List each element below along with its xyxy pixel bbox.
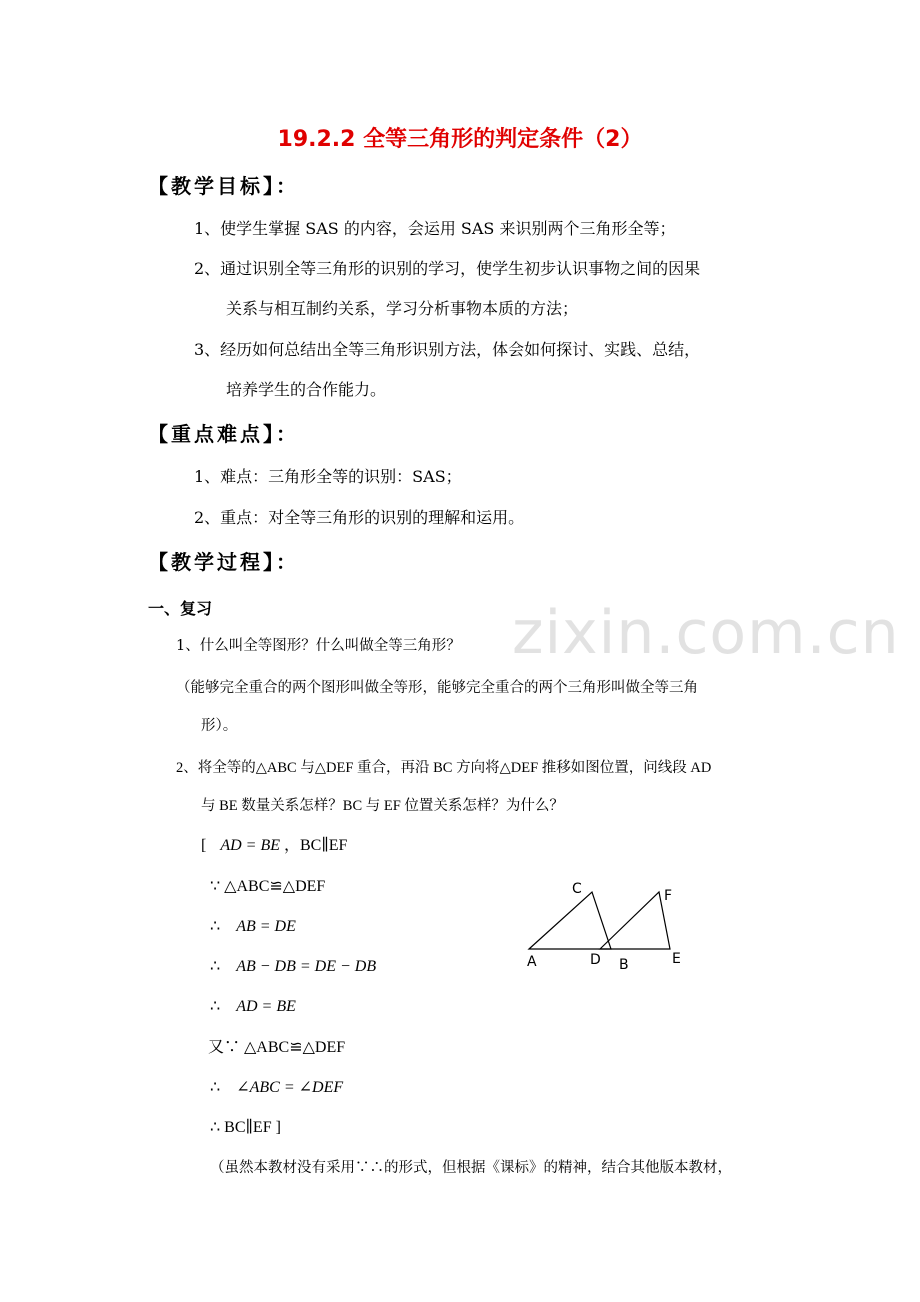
therefore-symbol: ∴ (210, 918, 221, 935)
process-heading: 【教学过程】： (148, 550, 299, 574)
note-line: （虽然本教材没有采用∵∴的形式，但根据《课标》的精神，结合其他版本教材， (210, 1160, 732, 1176)
page-title: 19.2.2 全等三角形的判定条件（2） (277, 127, 643, 152)
proof-line-1 (201, 836, 347, 856)
question-2-line1: 2、将全等的△ABC 与△DEF 重合，再沿 BC 方向将△DEF 推移如图位置，问线段 AD (176, 760, 712, 776)
proof-eq-4: AB − DB = DE − DB (236, 958, 377, 975)
therefore-symbol: ∴ (210, 1079, 221, 1096)
proof-line-4 (210, 957, 376, 977)
proof-eq-7: ∠ABC = ∠DEF (236, 1079, 344, 1096)
proof-line-2: ∵ △ABC≌△DEF (210, 878, 326, 895)
objective-1: 1、使学生掌握 SAS 的内容，会运用 SAS 来识别两个三角形全等； (194, 219, 676, 238)
review-heading: 一、复习 (148, 599, 213, 618)
proof-line-7 (210, 1078, 343, 1098)
proof-line-8: ∴ BC∥EF ] (210, 1119, 281, 1136)
question-2-line2: 与 BE 数量关系怎样？BC 与 EF 位置关系怎样？为什么？ (201, 798, 564, 814)
proof-line-5 (210, 997, 296, 1017)
objective-3-line2: 培养学生的合作能力。 (226, 380, 387, 399)
label-a: A (527, 954, 537, 970)
triangle-figure (520, 878, 700, 978)
therefore-symbol: ∴ (210, 998, 221, 1015)
label-f: F (664, 888, 673, 904)
keypoint-1: 1、难点：三角形全等的识别：SAS； (194, 467, 462, 486)
label-c: C (572, 881, 582, 897)
label-e: E (672, 951, 681, 967)
question-1: 1、什么叫全等图形？什么叫做全等三角形？ (176, 638, 461, 654)
proof-eq-5: AD = BE (236, 998, 296, 1015)
keypoints-heading: 【重点难点】： (148, 422, 299, 446)
proof-eq-3: AB = DE (236, 918, 296, 935)
proof-claim-1: AD = BE (220, 837, 280, 854)
answer-1-line1: （能够完全重合的两个图形叫做全等形，能够完全重合的两个三角形叫做全等三角 (176, 680, 698, 696)
answer-1-line2: 形）。 (201, 718, 238, 734)
keypoint-2: 2、重点：对全等三角形的识别的理解和运用。 (194, 508, 525, 527)
objective-2-line2: 关系与相互制约关系，学习分析事物本质的方法； (226, 299, 579, 318)
triangle-abc (529, 892, 611, 949)
proof-claim-2: ，BC∥EF (284, 837, 348, 854)
open-bracket: [ (201, 837, 207, 854)
objectives-heading: 【教学目标】： (148, 174, 299, 198)
watermark: zixin.com.cn (512, 598, 900, 668)
objective-2-line1: 2、通过识别全等三角形的识别的学习，使学生初步认识事物之间的因果 (194, 259, 701, 278)
label-b: B (619, 957, 629, 973)
proof-line-3 (210, 917, 296, 937)
proof-line-6: 又∵ △ABC≌△DEF (208, 1039, 346, 1056)
triangle-def (600, 892, 670, 949)
therefore-symbol: ∴ (210, 958, 221, 975)
objective-3-line1: 3、经历如何总结出全等三角形识别方法，体会如何探讨、实践、总结， (194, 340, 701, 359)
label-d: D (590, 952, 601, 968)
